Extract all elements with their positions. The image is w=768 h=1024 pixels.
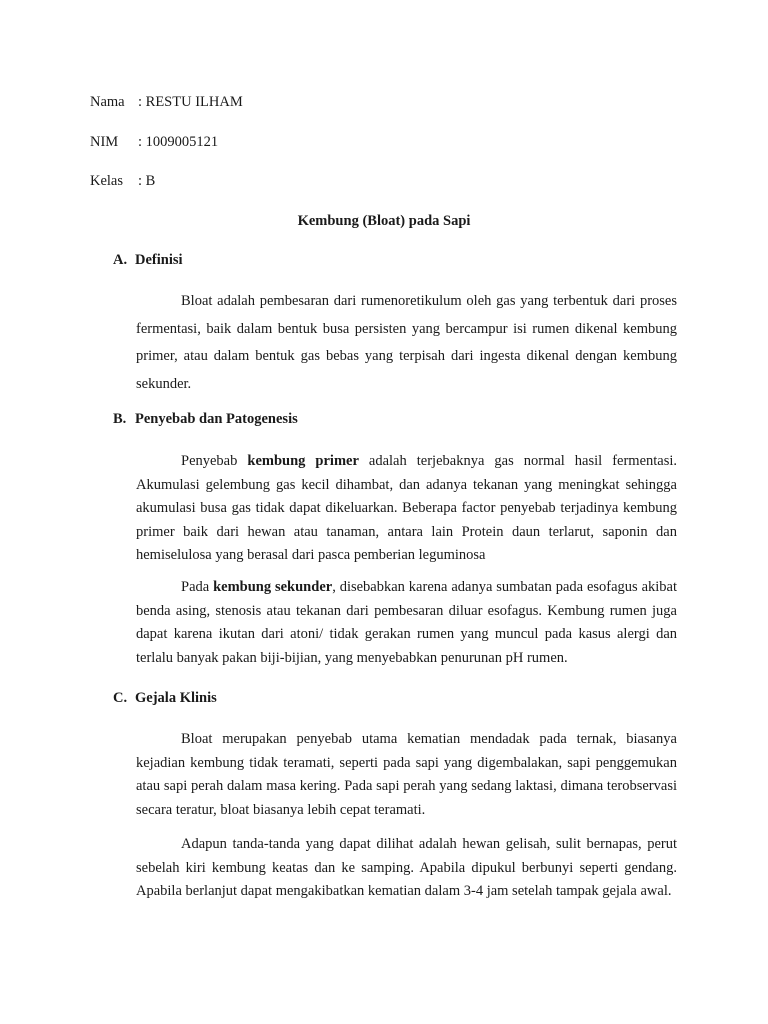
paragraph-text: adalah terjebaknya gas normal hasil fermentasi. Akumulasi gelembung gas kecil dihambat, dan adanya tekanan yang meningkat sehingga akumulasi busa gas tidak dapat dikeluarkan. Beberapa factor penyebab terjadinya kembung primer baik dari hewan atau tanaman, antara lain Protein daun terlarut, saponin dan hemiselulosa yang berasal dari pasca pemberian leguminosa <box>136 453 678 564</box>
section-letter: A. <box>113 252 128 268</box>
section-heading-b <box>113 411 298 428</box>
term-kembung-primer: kembung primer <box>247 453 359 469</box>
section-title: Gejala Klinis <box>135 690 217 706</box>
name-row <box>90 94 243 111</box>
name-label: Nama <box>90 94 125 110</box>
kelas-value: : B <box>138 173 156 189</box>
section-letter: B. <box>113 411 127 427</box>
nim-label: NIM <box>90 134 119 150</box>
paragraph-kembung-primer <box>136 450 677 568</box>
paragraph-text: Penyebab <box>181 453 248 469</box>
paragraph-text: , disebabkan karena adanya sumbatan pada esofagus akibat benda asing, stenosis atau tekanan dari pembesaran diluar esofagus. Kembung rumen juga dapat karena ikutan dari atoni/ tidak gerakan rumen yang muncul pada kasus alergi dan terlalu banyak pakan biji-bijian, yang menyebabkan penurunan pH rumen. <box>136 579 678 666</box>
document-title: Kembung (Bloat) pada Sapi <box>297 213 471 229</box>
section-heading-c <box>113 690 217 707</box>
section-letter: C. <box>113 690 128 706</box>
section-title: Definisi <box>135 252 183 268</box>
term-kembung-sekunder: kembung sekunder <box>213 579 333 595</box>
kelas-row <box>90 173 155 190</box>
paragraph-kembung-sekunder <box>136 576 677 670</box>
nim-row <box>90 134 218 151</box>
paragraph-gejala-2: Adapun tanda-tanda yang dapat dilihat adalah hewan gelisah, sulit bernapas, perut sebelah kiri kembung keatas dan ke samping. Apabila dipukul berbunyi seperti gendang. Apabila berlanjut dapat mengakibatkan kematian dalam 3-4 jam setelah tampak gejala awal. <box>136 836 677 900</box>
section-title: Penyebab dan Patogenesis <box>135 411 298 427</box>
paragraph-gejala-1: Bloat merupakan penyebab utama kematian mendadak pada ternak, biasanya kejadian kembung tidak teramati, seperti pada sapi yang digembalakan, sapi penggemukan atau sapi perah dalam masa kering. Pada sapi perah yang sedang laktasi, dimana terobservasi secara teratur, bloat biasanya lebih cepat teramati. <box>136 731 677 818</box>
kelas-label: Kelas <box>90 173 124 189</box>
paragraph-text: Pada <box>181 579 214 595</box>
nim-value: : 1009005121 <box>138 134 219 150</box>
name-value: : RESTU ILHAM <box>138 94 243 110</box>
section-heading-a <box>113 252 183 269</box>
paragraph-definisi: Bloat adalah pembesaran dari rumenoretikulum oleh gas yang terbentuk dari proses fermentasi, baik dalam bentuk busa persisten yang bercampur isi rumen dikenal kembung primer, atau dalam bentuk gas bebas yang terpisah dari ingesta dikenal dengan kembung sekunder. <box>136 293 677 392</box>
